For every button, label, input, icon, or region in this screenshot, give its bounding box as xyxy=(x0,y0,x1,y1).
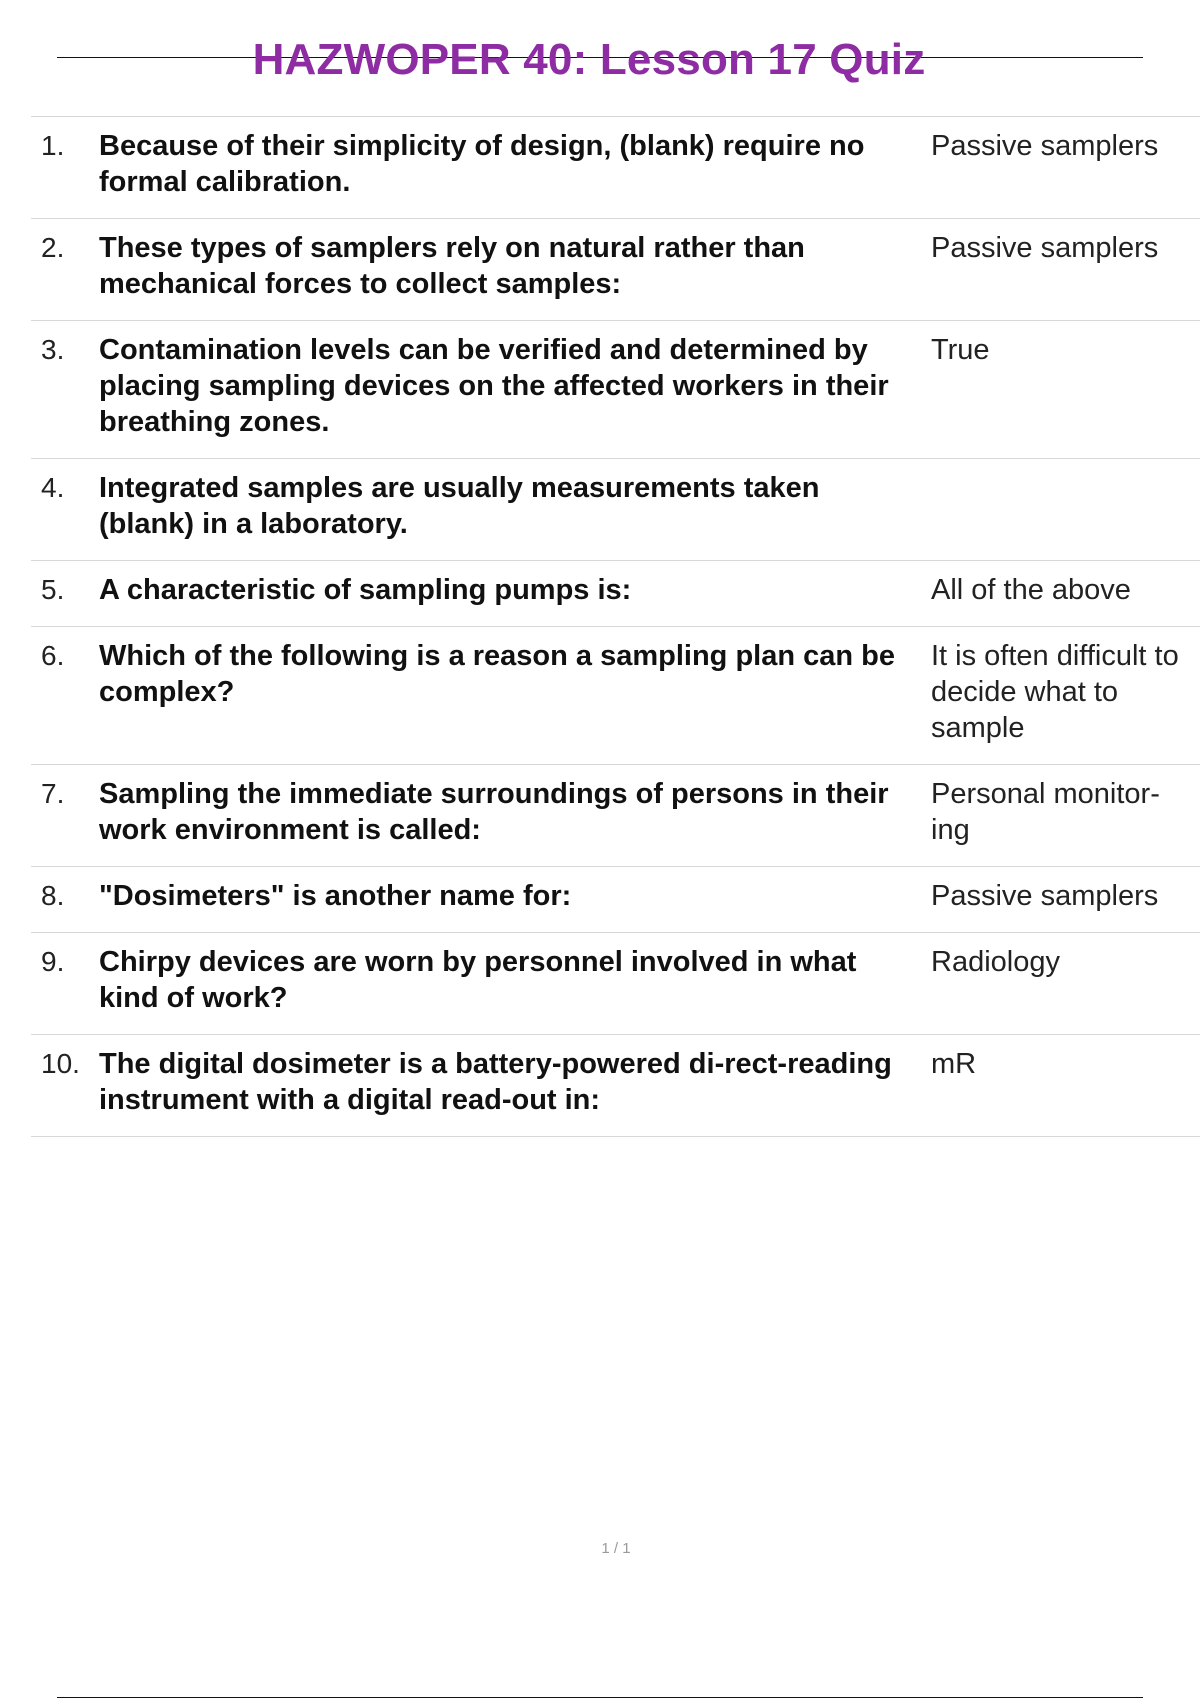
table-row xyxy=(31,117,1200,219)
answer-text: Passive samplers xyxy=(931,130,1159,162)
question-number: 5. xyxy=(41,574,65,605)
answer-text: Passive samplers xyxy=(931,880,1159,912)
table-row xyxy=(31,1035,1200,1137)
question-text: The digital dosimeter is a battery-powered di-rect-reading instrument with a digital read-out in: xyxy=(99,1048,892,1116)
answer-text: Personal monitor-ing xyxy=(931,778,1160,846)
answer-text: Passive samplers xyxy=(931,232,1159,264)
question-number: 6. xyxy=(41,640,65,671)
question-number: 10. xyxy=(41,1048,80,1079)
question-number: 8. xyxy=(41,880,65,911)
question-text: These types of samplers rely on natural rather than mechanical forces to collect samples: xyxy=(99,232,805,300)
table-row xyxy=(31,561,1200,627)
question-text: Contamination levels can be verified and determined by placing sampling devices on the affected workers in their breathing zones. xyxy=(99,334,889,438)
question-text: Which of the following is a reason a sampling plan can be complex? xyxy=(99,640,895,708)
question-number: 1. xyxy=(41,130,65,161)
question-text: Integrated samples are usually measurements taken (blank) in a laboratory. xyxy=(99,472,820,540)
table-row xyxy=(31,459,1200,561)
answer-text: mR xyxy=(931,1048,977,1080)
question-text: Sampling the immediate surroundings of persons in their work environment is called: xyxy=(99,778,889,846)
question-text: Chirpy devices are worn by personnel involved in what kind of work? xyxy=(99,946,857,1014)
question-text: A characteristic of sampling pumps is: xyxy=(99,574,632,606)
question-number: 3. xyxy=(41,334,65,365)
question-text: Because of their simplicity of design, (blank) require no formal calibration. xyxy=(99,130,865,198)
table-row xyxy=(31,219,1200,321)
table-row xyxy=(31,321,1200,459)
answer-text: All of the above xyxy=(931,574,1131,606)
page-title: HAZWOPER 40: Lesson 17 Quiz xyxy=(252,35,926,84)
question-number: 7. xyxy=(41,778,65,809)
quiz-table xyxy=(31,116,1200,1137)
answer-text: True xyxy=(931,334,990,366)
answer-text xyxy=(919,470,1191,542)
table-row xyxy=(31,765,1200,867)
bottom-rule xyxy=(57,1697,1143,1698)
question-number: 9. xyxy=(41,946,65,977)
page-number: 1 / 1 xyxy=(601,1540,631,1557)
table-row xyxy=(31,933,1200,1035)
answer-text: It is often difficult to decide what to sample xyxy=(931,640,1179,744)
question-number: 4. xyxy=(41,472,65,503)
question-number: 2. xyxy=(41,232,65,263)
answer-text: Radiology xyxy=(931,946,1060,978)
table-row xyxy=(31,867,1200,933)
table-row xyxy=(31,627,1200,765)
question-text: "Dosimeters" is another name for: xyxy=(99,880,572,912)
